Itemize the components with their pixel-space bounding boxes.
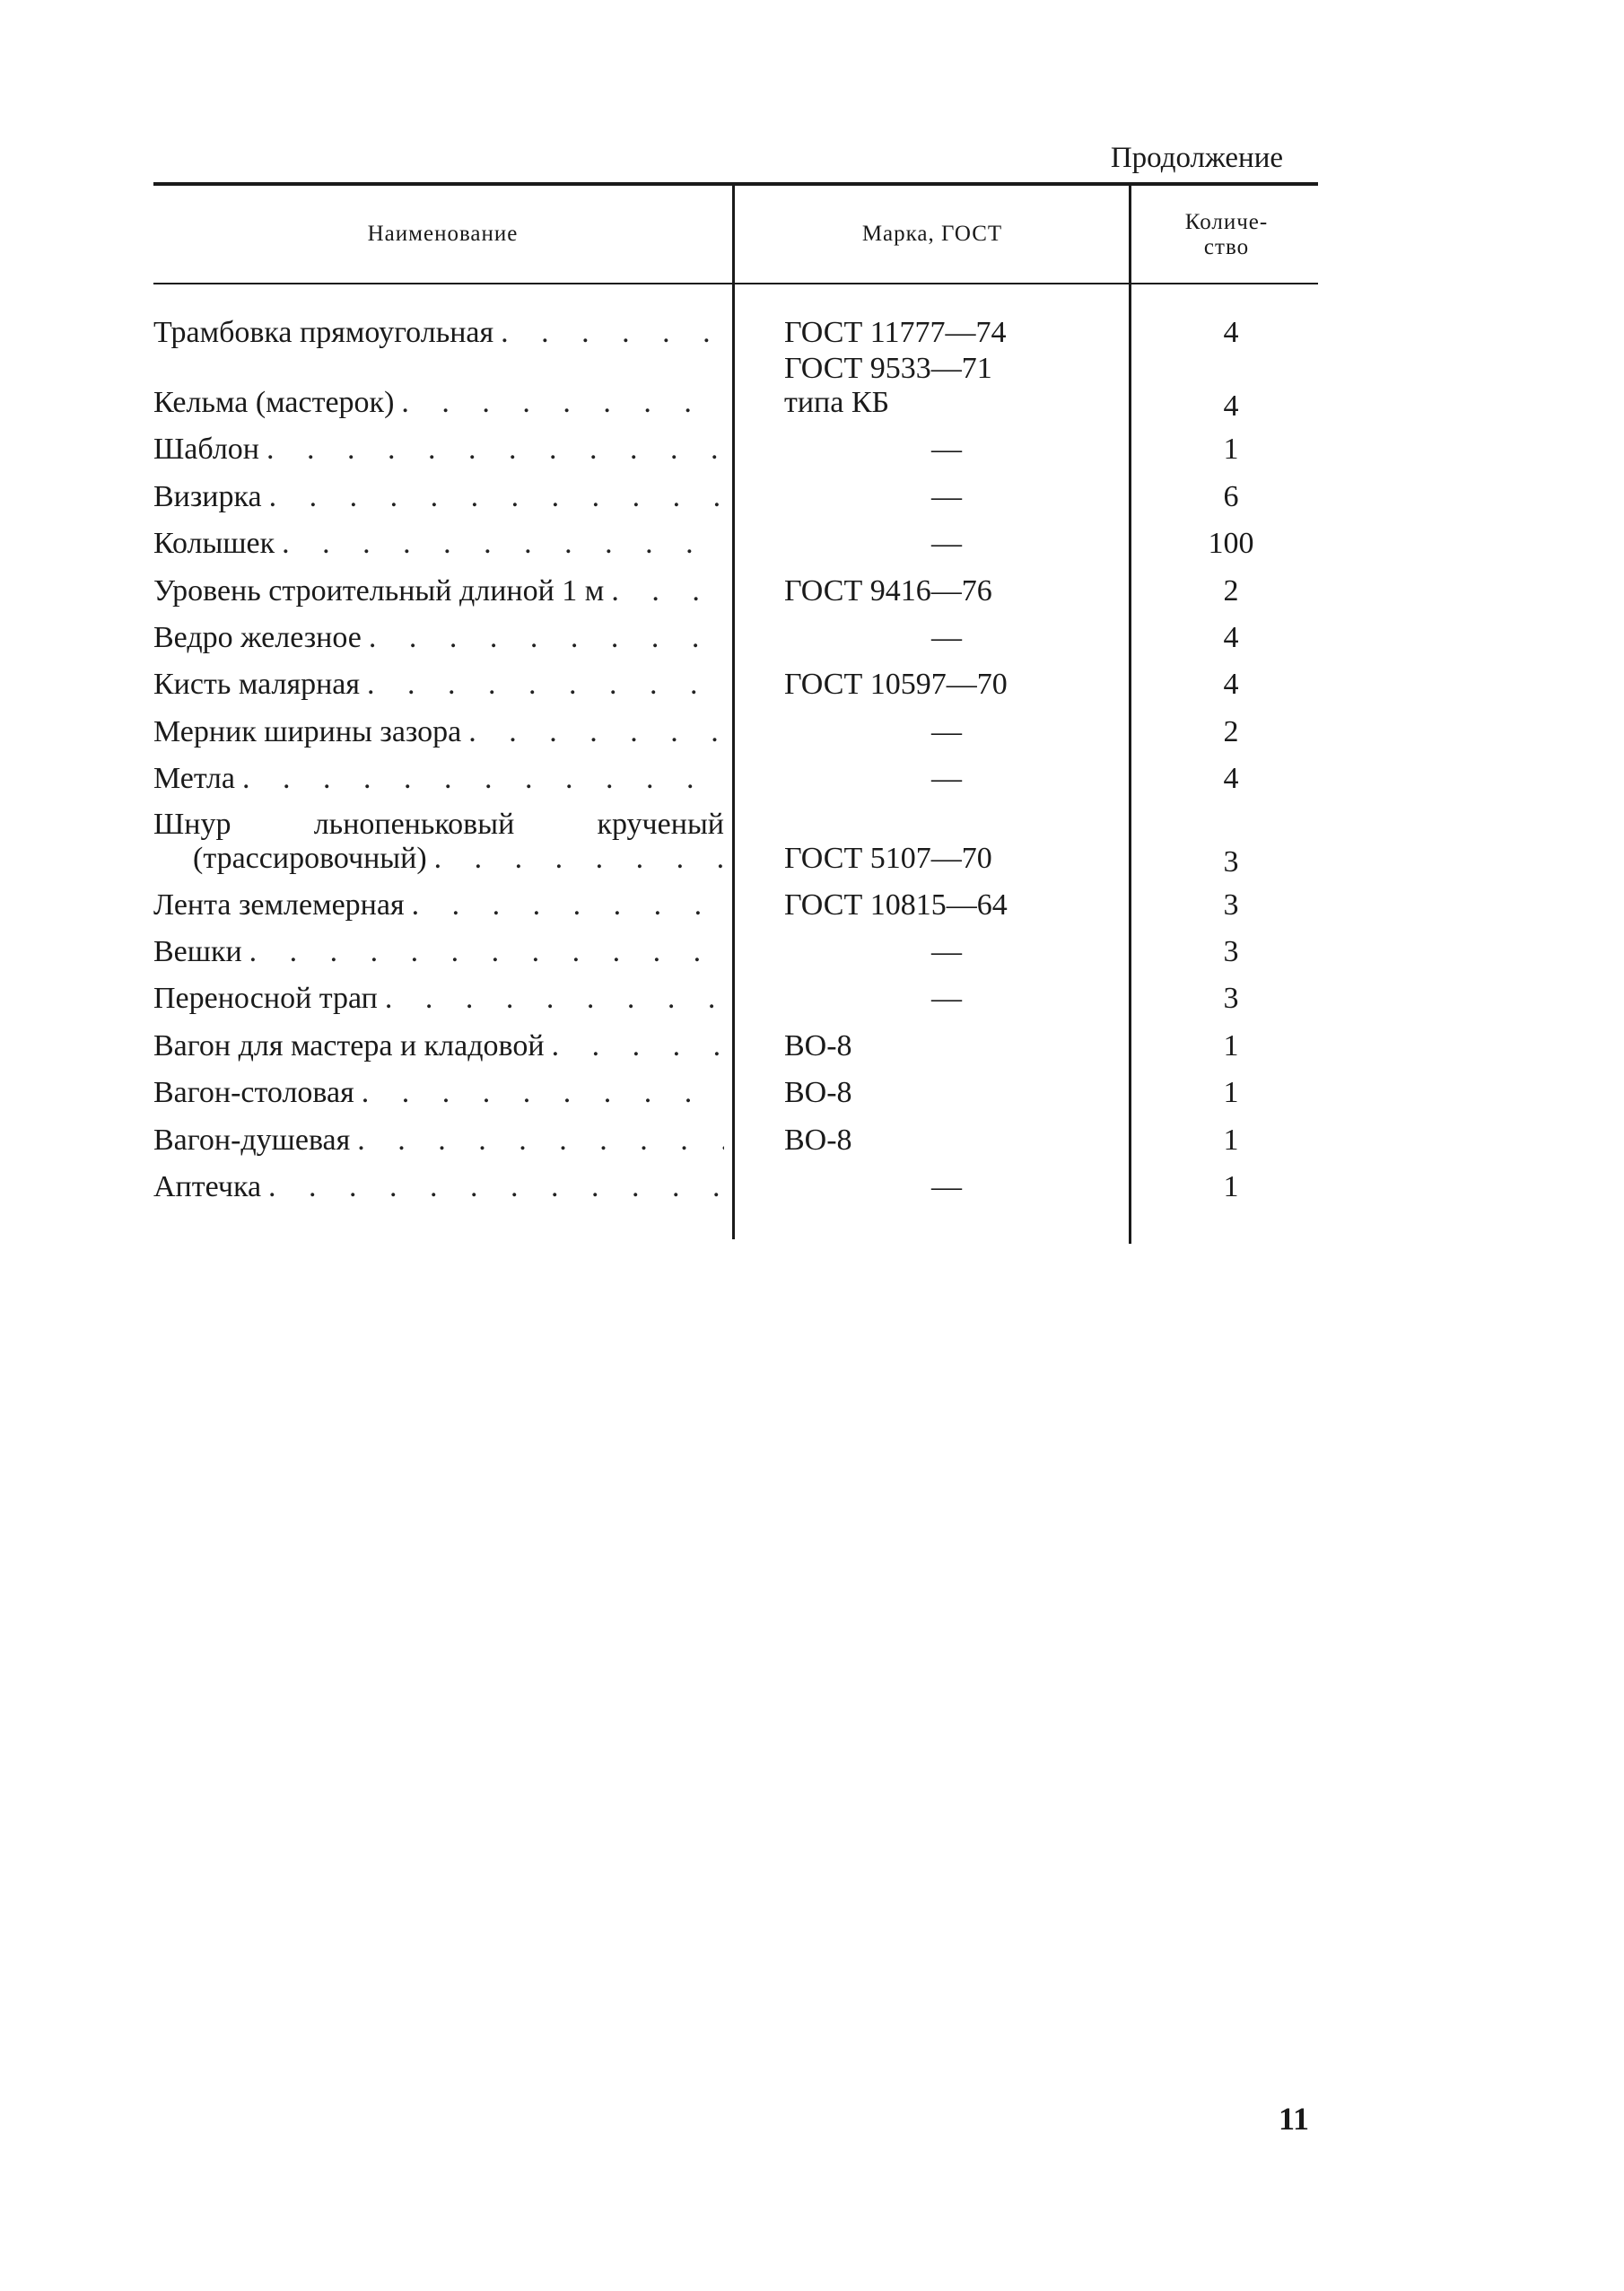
- page-number: 11: [1279, 2101, 1310, 2137]
- item-qty: 1: [1223, 1076, 1239, 1109]
- item-name: Кельма (мастерок): [153, 386, 395, 419]
- table-row: [0, 621, 1624, 666]
- item-qty: 6: [1223, 480, 1239, 513]
- item-qty: 1: [1223, 433, 1239, 466]
- header-qty-line1: Количе-: [1184, 210, 1269, 234]
- item-name-line1: [153, 808, 724, 842]
- item-mark: ГОСТ 11777—74: [784, 316, 1007, 349]
- item-qty: 4: [1223, 668, 1239, 701]
- item-mark-line1: ГОСТ 9533—71: [784, 352, 992, 385]
- item-qty: 3: [1223, 888, 1239, 922]
- item-qty: 4: [1223, 316, 1239, 349]
- item-name-word: Шнур: [153, 808, 231, 841]
- item-name: Кисть малярная: [153, 668, 361, 701]
- item-mark: —: [931, 762, 962, 795]
- item-name: Ведро железное: [153, 621, 362, 654]
- item-mark: —: [931, 480, 962, 513]
- item-name-word: льнопеньковый: [313, 808, 515, 841]
- item-name: Лента землемерная: [153, 888, 405, 922]
- table-row: [0, 668, 1624, 713]
- item-qty: 3: [1223, 845, 1239, 879]
- item-mark: ГОСТ 10815—64: [784, 888, 1008, 922]
- item-qty: 1: [1223, 1124, 1239, 1157]
- item-mark: —: [931, 1170, 962, 1203]
- table-row: [0, 433, 1624, 477]
- table-row: [0, 762, 1624, 807]
- item-qty: 4: [1223, 762, 1239, 795]
- table-row: [0, 842, 1624, 887]
- header-qty-line2: ство: [1203, 235, 1250, 259]
- item-mark: ВО-8: [784, 1029, 852, 1062]
- table-row: [0, 1124, 1624, 1168]
- table-row: [0, 982, 1624, 1027]
- item-name: Вагон-душевая: [153, 1124, 351, 1157]
- item-name: Визирка: [153, 480, 262, 513]
- table-row: [0, 480, 1624, 525]
- table-row: [0, 715, 1624, 760]
- item-name: Переносной трап: [153, 982, 378, 1015]
- item-name: Колышек: [153, 527, 275, 560]
- item-qty: 4: [1223, 389, 1239, 423]
- item-qty: 3: [1223, 935, 1239, 968]
- table-row: [0, 1170, 1624, 1215]
- header-mark: Марка, ГОСТ: [861, 222, 1003, 246]
- item-mark: ВО-8: [784, 1076, 852, 1109]
- item-qty: 3: [1223, 982, 1239, 1015]
- item-name: Вешки: [153, 935, 242, 968]
- item-qty: 100: [1208, 527, 1254, 560]
- item-mark: ГОСТ 5107—70: [784, 842, 992, 875]
- item-name: Аптечка: [153, 1170, 262, 1203]
- item-mark: типа КБ: [784, 386, 890, 419]
- table-row: [0, 527, 1624, 572]
- item-mark: —: [931, 715, 962, 748]
- item-name: Вагон для мастера и кладовой: [153, 1029, 545, 1062]
- item-qty: 1: [1223, 1029, 1239, 1062]
- item-name: Метла: [153, 762, 235, 795]
- table-top-rule: [153, 182, 1318, 186]
- item-mark: —: [931, 527, 962, 560]
- item-mark: —: [931, 982, 962, 1015]
- table-row: [0, 1076, 1624, 1121]
- item-mark: —: [931, 935, 962, 968]
- table-row: [0, 935, 1624, 980]
- item-mark: ГОСТ 9416—76: [784, 574, 992, 608]
- item-mark: ГОСТ 10597—70: [784, 668, 1008, 701]
- item-mark: —: [931, 433, 962, 466]
- table-row: [0, 1029, 1624, 1074]
- item-name: Мерник ширины зазора: [153, 715, 462, 748]
- header-bottom-rule: [153, 283, 1318, 284]
- item-name-word: крученый: [597, 808, 724, 841]
- table-row: [0, 888, 1624, 933]
- item-name: Уровень строительный длиной 1 м: [153, 574, 605, 608]
- item-name: (трассировочный): [193, 842, 427, 875]
- table-row: [0, 574, 1624, 619]
- item-qty: 1: [1223, 1170, 1239, 1203]
- item-mark: —: [931, 621, 962, 654]
- continuation-label: Продолжение: [1110, 142, 1283, 174]
- item-qty: 4: [1223, 621, 1239, 654]
- item-qty: 2: [1223, 715, 1239, 748]
- item-name: Шаблон: [153, 433, 260, 466]
- item-mark: ВО-8: [784, 1124, 852, 1157]
- item-qty: 2: [1223, 574, 1239, 608]
- header-name: Наименование: [367, 222, 519, 246]
- item-name: Вагон-столовая: [153, 1076, 354, 1109]
- table-row: [0, 386, 1624, 431]
- item-name: Трамбовка прямоугольная: [153, 316, 494, 349]
